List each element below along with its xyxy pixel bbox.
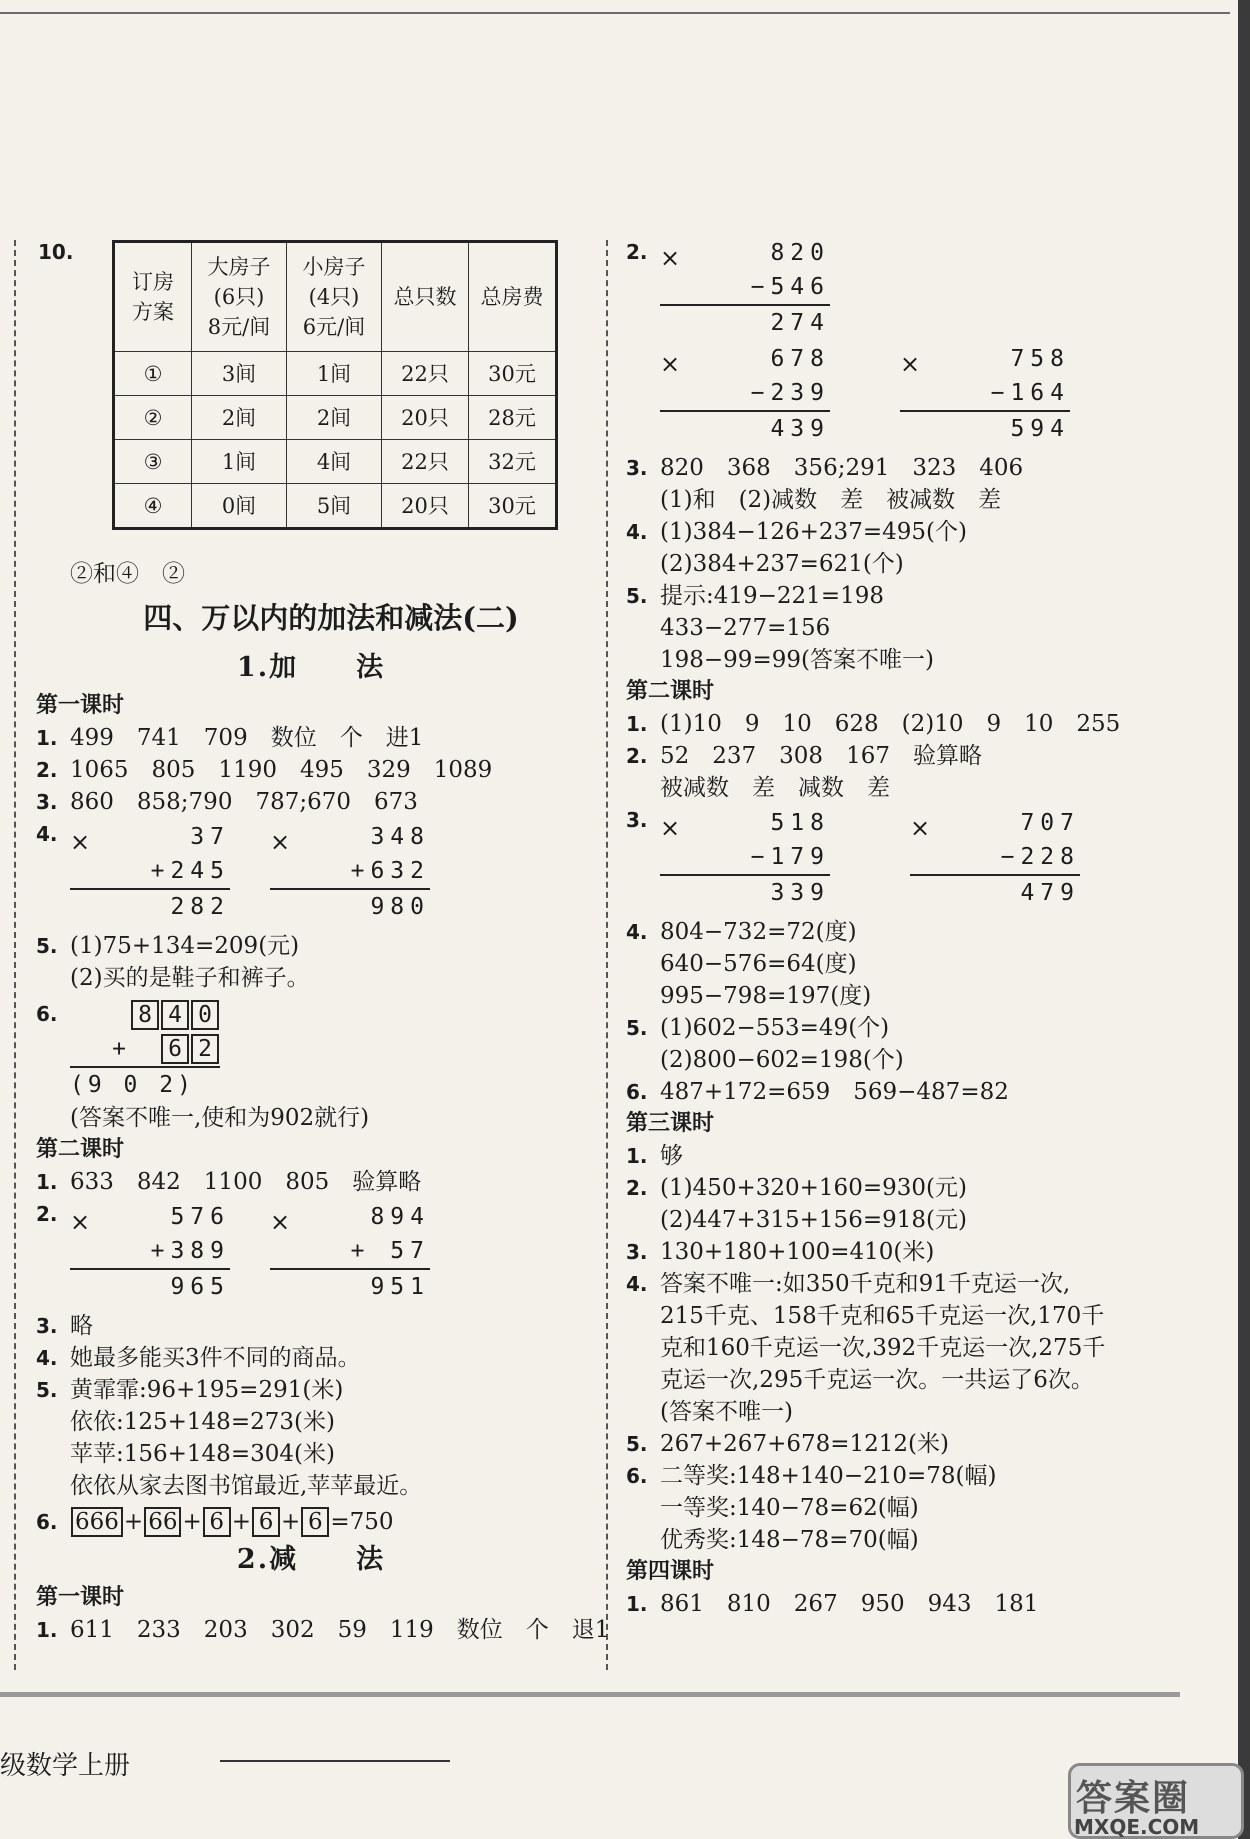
answer-text: 二等奖:148+140−210=78(幅) (660, 1463, 997, 1489)
question-number: 5. (626, 1432, 648, 1456)
operand-top: 894 (370, 1204, 430, 1230)
bottom-rule (0, 1692, 1180, 1697)
plus-sign: + (281, 1509, 301, 1535)
vertical-calc (910, 806, 1080, 910)
question-number: 6. (626, 1080, 648, 1104)
answer-text: (2)447+315+156=918(元) (660, 1207, 967, 1233)
cross-mark-icon: × (900, 350, 921, 378)
header-cell-1: 大房子 (6只) 8元/间 (207, 255, 271, 339)
answer-text: 答案不唯一:如350千克和91千克运一次, (660, 1271, 1071, 1297)
question-number: 3. (36, 1314, 58, 1338)
answer-text: 860 858;790 787;670 673 (70, 789, 418, 815)
table-cell: 5间 (287, 484, 382, 529)
answer-note: (答案不唯一,使和为902就行) (70, 1105, 370, 1131)
digit-box: 6 (161, 1034, 189, 1064)
lesson-heading: 第四课时 (626, 1559, 715, 1584)
answer-text: 215千克、158千克和65千克运一次,170千 (660, 1303, 1105, 1329)
vertical-calc (70, 1200, 230, 1304)
vertical-calc (660, 806, 830, 910)
footer-underline (220, 1760, 450, 1762)
table-cell: 20只 (382, 484, 469, 529)
left-dashed-margin (14, 240, 16, 1670)
cross-mark-icon: × (270, 828, 291, 856)
operand-top: 576 (170, 1204, 230, 1230)
header-cell-2: 小房子 (4只) 6元/间 (302, 255, 366, 339)
header-small-room (287, 242, 382, 352)
result: 951 (270, 1268, 430, 1304)
header-big-room (192, 242, 287, 352)
question-number: 5. (36, 1378, 58, 1402)
answer-text: 依依:125+148=273(米) (70, 1409, 335, 1435)
digit-box: 4 (161, 1000, 189, 1030)
header-cell-3: 总只数 (393, 285, 457, 309)
cross-mark-icon: × (270, 1208, 291, 1236)
left-column (36, 236, 610, 1646)
vertical-calcs (70, 1200, 430, 1304)
answer-text: (1)和 (2)减数 差 被减数 差 (660, 487, 1002, 513)
table-cell: 2间 (287, 396, 382, 440)
center-dashed-divider (606, 240, 608, 1670)
cross-mark-icon: × (70, 828, 91, 856)
question-number: 3. (36, 790, 58, 814)
question-6 (36, 998, 586, 1102)
table-cell: 1间 (192, 440, 287, 484)
cross-mark-icon: × (660, 350, 681, 378)
question-number: 3. (626, 808, 648, 832)
operand-bottom: −239 (750, 380, 830, 406)
table-cell: 2间 (192, 396, 287, 440)
answer-text: (1)10 9 10 628 (2)10 9 10 255 (660, 711, 1121, 737)
room-plan-table (112, 240, 558, 530)
vertical-calcs (660, 806, 1080, 910)
answer-line (626, 916, 1186, 948)
answer-text: 433−277=156 (660, 615, 831, 641)
answer-line (36, 1614, 610, 1646)
q10-answer: ②和④ ② (70, 561, 185, 587)
answer-line (626, 1140, 1186, 1172)
lesson-heading: 第一课时 (36, 1585, 125, 1610)
question-number: 1. (36, 1170, 58, 1194)
answer-text: 略 (70, 1313, 93, 1339)
table-cell: ② (114, 396, 192, 440)
table-row (114, 484, 557, 529)
table-cell: 30元 (469, 352, 557, 396)
question-number: 1. (626, 1592, 648, 1616)
answer-text: 995−798=197(度) (660, 983, 872, 1009)
question-number: 2. (626, 744, 648, 768)
vertical-calcs (70, 820, 430, 924)
answer-line (626, 1460, 1186, 1492)
result: (9 0 2) (70, 1066, 220, 1102)
answer-text: 611 233 203 302 59 119 数位 个 退1 (70, 1617, 610, 1643)
operand-bottom: +389 (150, 1238, 230, 1264)
equals-result: =750 (330, 1509, 394, 1535)
answer-text: 1065 805 1190 495 329 1089 (70, 757, 493, 783)
question-number: 6. (36, 1510, 58, 1534)
answer-line (626, 1172, 1186, 1204)
answer-text: (2)384+237=621(个) (660, 551, 904, 577)
top-rule (0, 12, 1230, 14)
table-cell: 0间 (192, 484, 287, 529)
watermark-text: 答案圈 (1076, 1777, 1191, 1819)
answer-line (36, 1166, 586, 1198)
number-box: 66 (144, 1507, 181, 1537)
page-edge (1238, 0, 1250, 1839)
answer-line (626, 580, 1186, 612)
section-addition: 1.加 法 (236, 652, 386, 683)
answer-text: 黄霏霏:96+195=291(米) (70, 1377, 344, 1403)
operand-bottom: −164 (990, 380, 1070, 406)
vertical-calc (660, 342, 830, 446)
question-2 (626, 236, 1186, 340)
table-row (114, 440, 557, 484)
digit-box: 0 (191, 1000, 219, 1030)
header-total-count (382, 242, 469, 352)
operand-top: 758 (1010, 346, 1070, 372)
result: 594 (900, 410, 1070, 446)
number-box: 6 (203, 1507, 231, 1537)
answer-text: (2)800−602=198(个) (660, 1047, 904, 1073)
answer-line (36, 1310, 586, 1342)
table-row (114, 352, 557, 396)
answer-text: 依依从家去图书馆最近,苹苹最近。 (70, 1473, 423, 1499)
cross-mark-icon: × (660, 244, 681, 272)
answer-line (626, 516, 1186, 548)
question-number: 3. (626, 1240, 648, 1264)
question-number: 3. (626, 456, 648, 480)
plus-sign: + (112, 1036, 126, 1062)
vertical-calcs (626, 342, 1186, 446)
table-cell: 32元 (469, 440, 557, 484)
plus-sign: + (182, 1509, 202, 1535)
answer-text: 克和160千克运一次,392千克运一次,275千 (660, 1335, 1106, 1361)
operand-bottom: −546 (750, 274, 830, 300)
answer-line (626, 1012, 1186, 1044)
question-number: 5. (626, 584, 648, 608)
answer-text: (1)450+320+160=930(元) (660, 1175, 967, 1201)
answer-text: 一等奖:140−78=62(幅) (660, 1495, 919, 1521)
question-number: 4. (626, 1272, 648, 1296)
result: 479 (910, 874, 1080, 910)
number-box: 6 (252, 1507, 280, 1537)
number-box: 666 (71, 1507, 123, 1537)
header-cell-4: 总房费 (480, 285, 544, 309)
lesson-heading: 第一课时 (36, 693, 125, 718)
operand-top: 348 (370, 824, 430, 850)
answer-line (626, 740, 1186, 772)
answer-line (626, 1428, 1186, 1460)
table-cell: 22只 (382, 440, 469, 484)
answer-text: 被减数 差 减数 差 (660, 775, 890, 801)
answer-text: (1)602−553=49(个) (660, 1015, 890, 1041)
watermark-url: MXQE.COM (1074, 1815, 1200, 1839)
digit-box: 8 (131, 1000, 159, 1030)
box-addition (70, 998, 220, 1102)
answer-line (626, 708, 1186, 740)
question-number: 6. (36, 1002, 58, 1026)
operand-top: 518 (770, 810, 830, 836)
operand-top: 37 (190, 824, 230, 850)
header-cell-0: 订房 方案 (132, 270, 174, 324)
table-cell: 22只 (382, 352, 469, 396)
operand-bottom: −179 (750, 844, 830, 870)
answer-line (626, 1236, 1186, 1268)
question-2 (36, 1198, 586, 1310)
answer-text: (1)75+134=209(元) (70, 933, 300, 959)
answer-line (36, 722, 586, 754)
table-cell: ③ (114, 440, 192, 484)
question-number: 2. (36, 1202, 58, 1226)
header-total-cost (469, 242, 557, 352)
answer-line (626, 1076, 1186, 1108)
digit-box: 2 (191, 1034, 219, 1064)
vertical-calc (270, 1200, 430, 1304)
table-cell: ① (114, 352, 192, 396)
answer-line (626, 1588, 1186, 1620)
answer-text: 52 237 308 167 验算略 (660, 743, 982, 769)
answer-text: 克运一次,295千克运一次。一共运了6次。 (660, 1367, 1094, 1393)
question-number: 10. (38, 240, 74, 264)
answer-line (626, 452, 1186, 484)
result: 282 (70, 888, 230, 924)
vertical-calc (900, 342, 1070, 446)
answer-text: (1)384−126+237=495(个) (660, 519, 967, 545)
vertical-calc (70, 820, 230, 924)
answer-text: 提示:419−221=198 (660, 583, 884, 609)
question-number: 2. (626, 1176, 648, 1200)
question-number: 4. (626, 920, 648, 944)
operand-top: 707 (1020, 810, 1080, 836)
table-row (114, 396, 557, 440)
table-header-row (114, 242, 557, 352)
table-cell: ④ (114, 484, 192, 529)
table-cell: 20只 (382, 396, 469, 440)
answer-line (36, 1374, 586, 1406)
operand-bottom: +245 (150, 858, 230, 884)
question-number: 5. (626, 1016, 648, 1040)
lesson-heading: 第二课时 (626, 679, 715, 704)
table-cell: 4间 (287, 440, 382, 484)
plus-sign: + (231, 1509, 252, 1535)
table-cell: 1间 (287, 352, 382, 396)
result: 274 (660, 304, 830, 340)
table-cell: 28元 (469, 396, 557, 440)
right-column (626, 236, 1186, 1620)
answer-line (36, 1342, 586, 1374)
question-number: 1. (626, 1144, 648, 1168)
lesson-heading: 第二课时 (36, 1137, 125, 1162)
question-number: 6. (626, 1464, 648, 1488)
question-number: 2. (36, 758, 58, 782)
answer-text: (2)买的是鞋子和裤子。 (70, 965, 310, 991)
result: 980 (270, 888, 430, 924)
answer-text: 499 741 709 数位 个 进1 (70, 725, 424, 751)
vertical-calc (660, 236, 830, 340)
question-10 (36, 236, 586, 558)
answer-text: 够 (660, 1143, 683, 1169)
answer-text: 633 842 1100 805 验算略 (70, 1169, 422, 1195)
answer-text: 820 368 356;291 323 406 (660, 455, 1024, 481)
result: 339 (660, 874, 830, 910)
answer-text: 267+267+678=1212(米) (660, 1431, 949, 1457)
table-cell: 3间 (192, 352, 287, 396)
answer-text: 861 810 267 950 943 181 (660, 1591, 1039, 1617)
question-number: 5. (36, 934, 58, 958)
answer-text: 487+172=659 569−487=82 (660, 1079, 1009, 1105)
answer-line (36, 786, 586, 818)
cross-mark-icon: × (910, 814, 931, 842)
question-number: 4. (626, 520, 648, 544)
result: 965 (70, 1268, 230, 1304)
question-number: 1. (36, 1618, 58, 1642)
operand-bottom: + 57 (350, 1238, 430, 1264)
question-3 (626, 804, 1186, 916)
answer-line (36, 754, 586, 786)
plus-sign: + (123, 1509, 144, 1535)
header-plan (114, 242, 192, 352)
question-number: 1. (626, 712, 648, 736)
answer-text: 苹苹:156+148=304(米) (70, 1441, 335, 1467)
footer-book-title: 级数学上册 (0, 1751, 131, 1781)
answer-text: 198−99=99(答案不唯一) (660, 647, 934, 673)
section-subtraction: 2.减 法 (236, 1544, 386, 1575)
answer-text: 804−732=72(度) (660, 919, 857, 945)
operand-top: 820 (770, 240, 830, 266)
question-4 (36, 818, 586, 930)
question-number: 2. (626, 240, 648, 264)
vertical-calc (270, 820, 430, 924)
question-number: 4. (36, 1346, 58, 1370)
answer-text: 640−576=64(度) (660, 951, 857, 977)
number-box: 6 (301, 1507, 329, 1537)
operand-bottom: +632 (350, 858, 430, 884)
chapter-title: 四、万以内的加法和减法(二) (143, 601, 519, 635)
question-number: 1. (36, 726, 58, 750)
cross-mark-icon: × (70, 1208, 91, 1236)
answer-line (36, 1506, 586, 1538)
operand-top: 678 (770, 346, 830, 372)
result: 439 (660, 410, 830, 446)
answer-text: 130+180+100=410(米) (660, 1239, 935, 1265)
table-cell: 30元 (469, 484, 557, 529)
question-number: 4. (36, 822, 58, 846)
answer-text: 优秀奖:148−78=70(幅) (660, 1527, 919, 1553)
answer-text: 她最多能买3件不同的商品。 (70, 1345, 361, 1371)
lesson-heading: 第三课时 (626, 1111, 715, 1136)
cross-mark-icon: × (660, 814, 681, 842)
answer-line (36, 930, 586, 962)
operand-bottom: −228 (1000, 844, 1080, 870)
answer-text: (答案不唯一) (660, 1399, 793, 1425)
answer-line (626, 1268, 1186, 1300)
